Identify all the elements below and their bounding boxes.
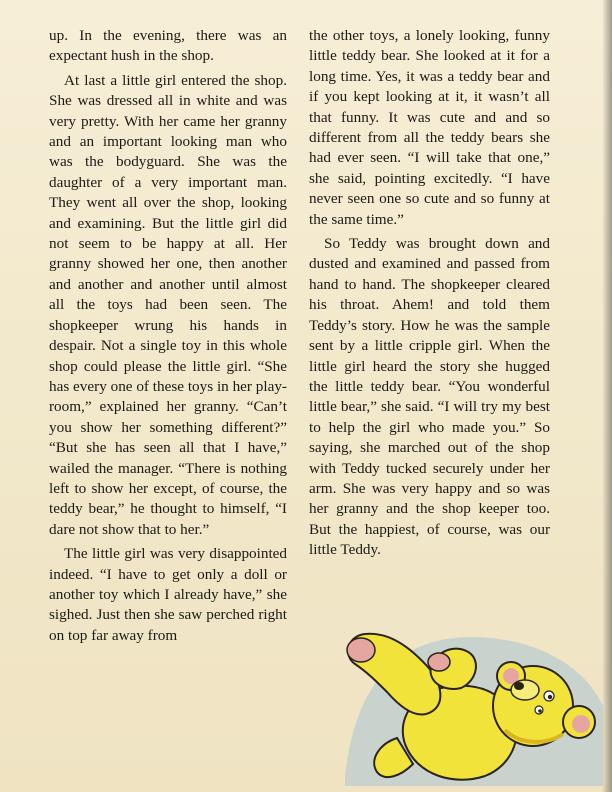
paw-pad [428, 653, 450, 671]
paragraph: The little girl was very disappointed indeed. “I have to get only a doll or another toy which I already have,” she sighed. Just then she saw perched right on top far away from [49, 545, 287, 644]
teddy-eye-pupil [548, 695, 552, 699]
teddy-eye-pupil [538, 709, 542, 713]
text-column-right [309, 26, 550, 565]
paragraph: At last a little girl entered the shop. She was dressed all in white and was very pretty. With her came her granny and an important looking man who was the bodyguard. She was the daughter of a very important man. They went all over the shop, looking and examining. But the little girl did not seem to be happy at all. Her granny showed her one, then another and another and another until almost all the toys had been seen. The shopkeeper wrung his hands in despair. Not a single toy in this whole shop could please the little girl. “She has every one of these toys in her play-room,” explained her granny. “Can’t you show her something different?” “But she has seen all that I have,” wailed the manager. “There is nothing left to show her except, of course, the teddy bear,” he thought to himself, “I dare not show that to her.” [49, 71, 287, 538]
paw-pad [347, 638, 375, 662]
teddy-snout [511, 680, 539, 700]
text-column-left [49, 26, 287, 650]
paragraph: the other toys, a lonely looking, funny little teddy bear. She looked at it for a long time. Yes, it was a teddy bear and if you kept looking at it, it wasn’t all that funny. It was cute and and so different from all the teddy bears she had ever seen. “I will take that one,” she said, pointing excitedly. “I have never seen one so cute and so funny at the same time.” [309, 27, 550, 228]
paragraph: So Teddy was brought down and dusted and examined and passed from hand to hand. The shopkeeper cleared his throat. Ahem! and told them Teddy’s story. How he was the sample sent by a little cripple girl. When the little girl heard the story she hugged the little teddy bear. “You wonderful little bear,” she said. “I will try my best to help the girl who made you.” So saying, she marched out of the shop with Teddy tucked securely under her arm. She was very happy and so was her granny and the shop keeper too. But the happiest, of course, was our little Teddy. [309, 235, 550, 559]
paragraph: up. In the evening, there was an expectant hush in the shop. [49, 27, 287, 65]
teddy-bear-illustration [335, 626, 607, 786]
page-edge-shadow [602, 0, 612, 792]
teddy-ear-inner [572, 715, 590, 733]
teddy-nose [514, 682, 524, 690]
